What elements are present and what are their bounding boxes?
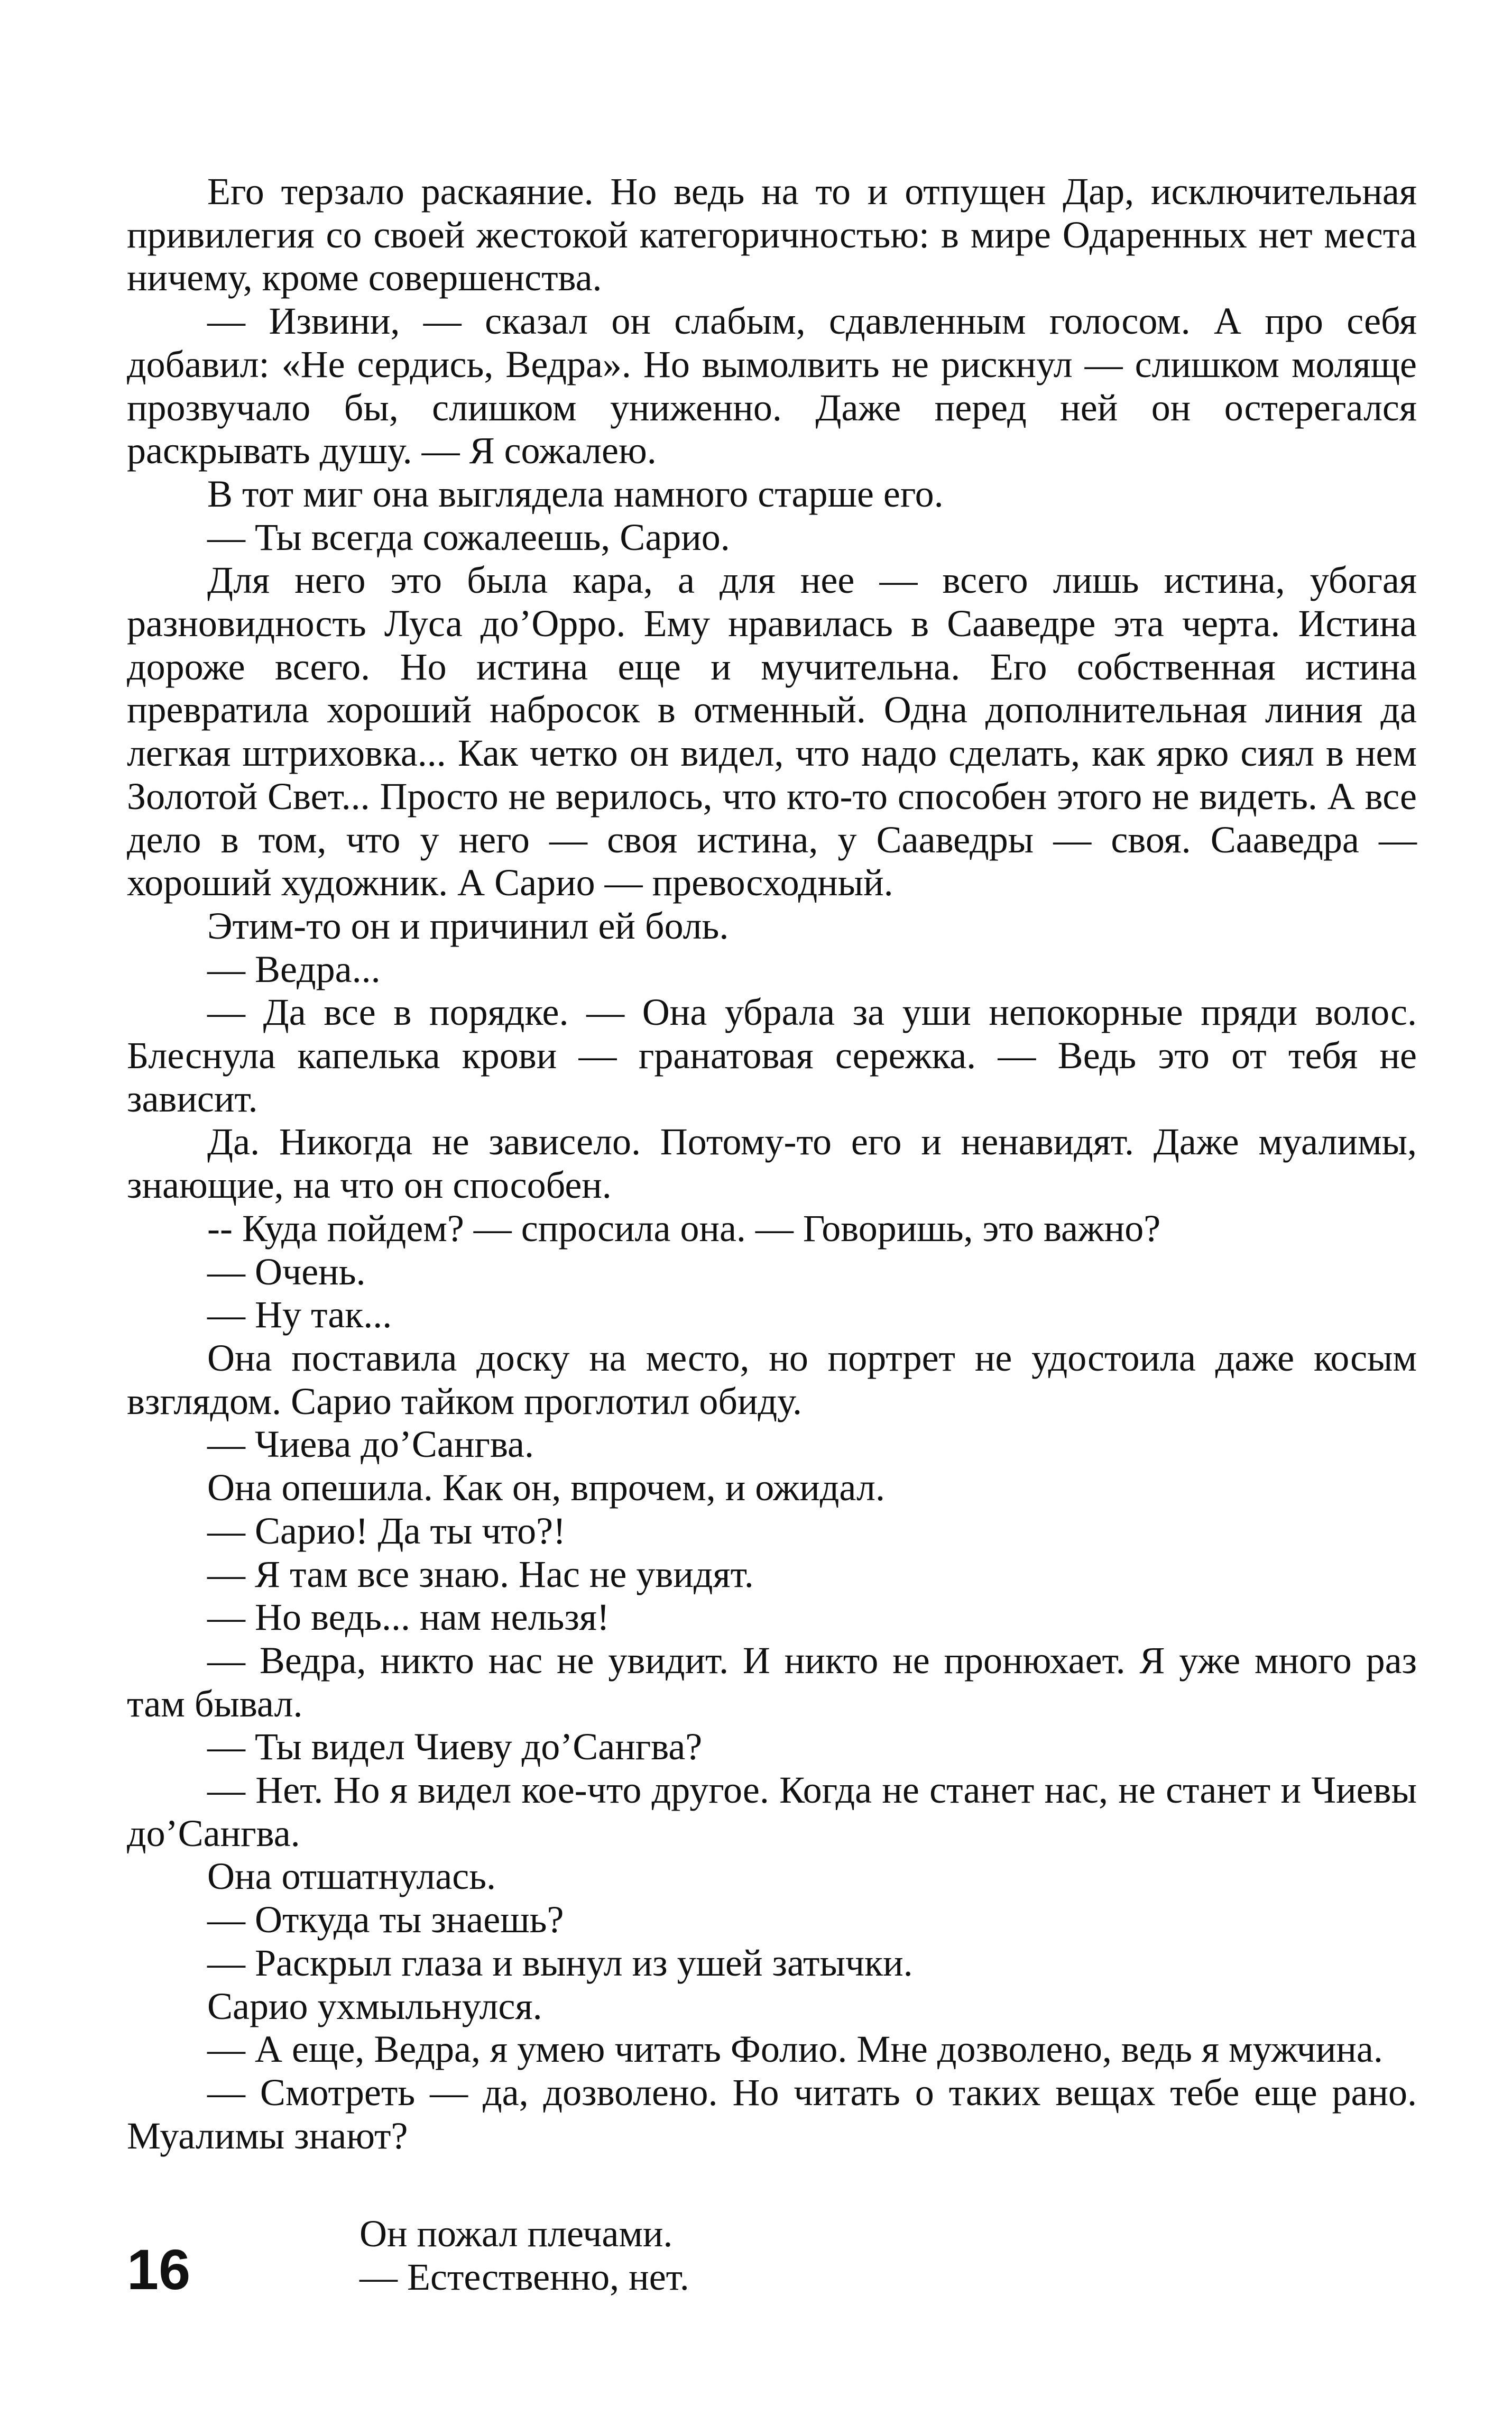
paragraph: — Сарио! Да ты что?! [207, 1509, 566, 1552]
paragraph: Этим-то он и причинил ей боль. [207, 904, 729, 947]
paragraph: — Ты видел Чиеву до’Сангва? [207, 1725, 703, 1768]
paragraph: — Чиева до’Сангва. [207, 1423, 534, 1466]
paragraph: — Но ведь... нам нельзя! [207, 1596, 610, 1639]
paragraph: Она опешила. Как он, впрочем, и ожидал. [207, 1466, 885, 1509]
paragraph: Да. Никогда не зависело. Потому-то его и ненавидят. Даже муалимы, знающие, на что он способен. [127, 1121, 1417, 1207]
paragraph: — Ведра... [207, 948, 381, 990]
paragraph: — Откуда ты знаешь? [207, 1898, 564, 1941]
paragraph: — Очень. [207, 1250, 366, 1293]
body-text [127, 170, 1417, 2157]
paragraph: Его терзало раскаяние. Но ведь на то и отпущен Дар, исключительная привилегия со своей жестокой категоричностью: в мире Одаренных нет места ничему, кроме совершенства. [127, 170, 1417, 299]
paragraph: -- Куда пойдем? — спросила она. — Говоришь, это важно? [207, 1207, 1161, 1250]
paragraph: — Раскрыл глаза и вынул из ушей затычки. [207, 1941, 913, 1984]
paragraph: Она отшатнулась. [207, 1855, 496, 1898]
paragraph: Сарио ухмыльнулся. [207, 1985, 542, 2027]
closing-line: — Естественно, нет. [359, 2255, 689, 2298]
paragraph: — Ну так... [207, 1293, 392, 1336]
paragraph: — Я там все знаю. Нас не увидят. [207, 1553, 754, 1595]
paragraph: — А еще, Ведра, я умею читать Фолио. Мне дозволено, ведь я мужчина. [207, 2028, 1383, 2071]
paragraph: — Да все в порядке. — Она убрала за уши непокорные пряди волос. Блеснула капелька крови — гранатовая сережка. — Ведь это от тебя не зависит. [127, 991, 1417, 1120]
paragraph: — Извини, — сказал он слабым, сдавленным голосом. А про себя добавил: «Не сердись, Ведра». Но вымолвить не рискнул — слишком моляще прозвучало бы, слишком униженно. Даже перед ней он остерегался раскрывать душу. — Я сожалею. [127, 300, 1417, 472]
page-number: 16 [127, 2237, 191, 2301]
paragraph: В тот миг она выглядела намного старше его. [207, 472, 944, 515]
closing-line: Он пожал плечами. [359, 2212, 673, 2255]
paragraph: — Ты всегда сожалеешь, Сарио. [207, 516, 730, 558]
paragraph: — Нет. Но я видел кое-что другое. Когда не станет нас, не станет и Чиевы до’Сангва. [127, 1769, 1417, 1854]
paragraph: Она поставила доску на место, но портрет не удостоила даже косым взглядом. Сарио тайком проглотил обиду. [127, 1336, 1417, 1422]
paragraph: — Смотреть — да, дозволено. Но читать о таких вещах тебе еще рано. Муалимы знают? [127, 2071, 1417, 2157]
closing-lines [127, 2212, 1417, 2299]
paragraph: Для него это была кара, а для нее — всего лишь истина, убогая разновидность Луса до’Орро. Ему нравилась в Сааведре эта черта. Истина дороже всего. Но истина еще и мучительна. Его собственная истина превратила хороший набросок в отменный. Одна дополнительная линия да легкая штриховка... Как четко он видел, что надо сделать, как ярко сиял в нем Золотой Свет... Просто не верилось, что кто-то способен этого не видеть. А все дело в том, что у него — своя истина, у Сааведры — своя. Сааведра — хороший художник. А Сарио — превосходный. [127, 559, 1417, 904]
paragraph: — Ведра, никто нас не увидит. И никто не пронюхает. Я уже много раз там бывал. [127, 1639, 1417, 1725]
